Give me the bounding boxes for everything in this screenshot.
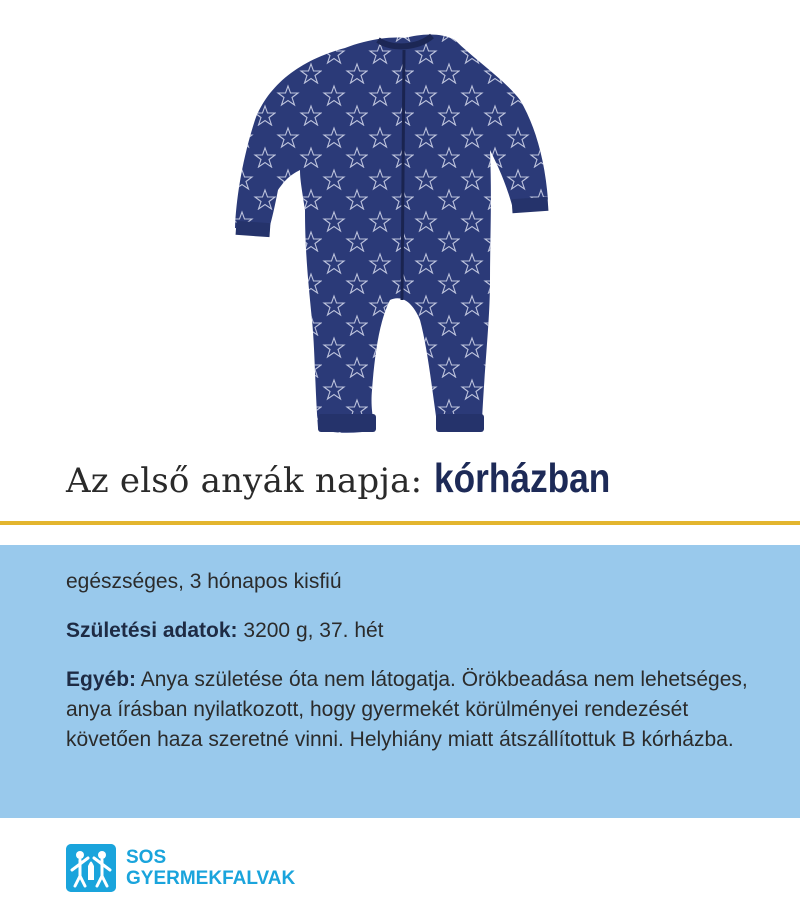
child-description: egészséges, 3 hónapos kisfiú (66, 570, 342, 593)
sos-logo (66, 843, 295, 893)
birth-data (66, 616, 766, 646)
sos-children-icon (66, 844, 116, 892)
logo-text (126, 847, 295, 889)
title-bold-text: kórházban (434, 455, 611, 501)
gold-divider (0, 521, 800, 525)
birth-data-value: 3200 g, 37. hét (237, 619, 384, 642)
logo-line-2: GYERMEKFALVAK (126, 868, 296, 889)
birth-data-label: Születési adatok: (66, 619, 238, 642)
other-info (66, 665, 766, 755)
logo-line-1: SOS (126, 847, 167, 868)
info-box (0, 545, 800, 818)
other-info-label: Egyéb: (66, 668, 137, 691)
product-photo (0, 0, 800, 450)
baby-romper-image (0, 0, 800, 450)
other-info-value: Anya születése óta nem látogatja. Örökbeadása nem lehetséges, anya írásban nyilatkozott, hogy gyermekét körülményei rendezését követően haza szeretné vinni. Helyhiány miatt átszállítottuk B kórházba. (66, 668, 748, 751)
title-normal-text: Az első anyák napja: (66, 461, 423, 501)
page-title (66, 455, 786, 517)
